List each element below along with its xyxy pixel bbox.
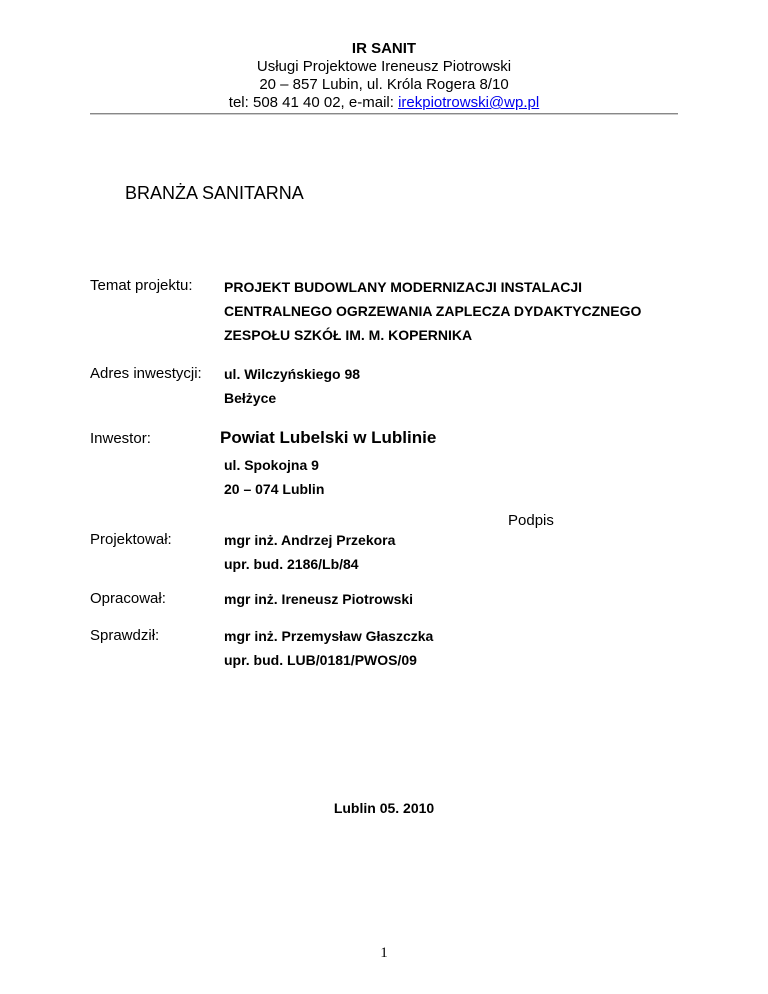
designed-label: Projektował: [90,531,172,548]
branch-title: BRANŻA SANITARNA [125,183,304,203]
investor-label: Inwestor: [90,430,151,447]
project-label: Temat projektu: [90,277,193,294]
investment-street: ul. Wilczyńskiego 98 [224,366,361,382]
investor-city: 20 – 074 Lublin [224,481,325,497]
company-name: IR SANIT [351,40,417,57]
project-line-3: ZESPOŁU SZKÓŁ IM. M. KOPERNIKA [224,327,473,343]
checked-name: mgr inż. Przemysław Głaszczka [224,628,434,644]
document-date: Lublin 05. 2010 [333,800,435,816]
designed-license: upr. bud. 2186/Lb/84 [224,556,359,572]
company-contact [0,94,768,112]
investment-city: Bełżyce [224,390,277,406]
investor-name: Powiat Lubelski w Lublinie [220,428,437,447]
page-number: 1 [380,945,388,961]
checked-label: Sprawdził: [90,627,160,644]
project-line-2: CENTRALNEGO OGRZEWANIA ZAPLECZA DYDAKTYCZNEGO [224,303,642,319]
investor-street: ul. Spokojna 9 [224,457,319,473]
designed-name: mgr inż. Andrzej Przekora [224,532,396,548]
header-divider [90,113,678,115]
contact-phone-text: tel: 508 41 40 02, e-mail: [228,94,399,111]
prepared-label: Opracował: [90,590,166,607]
project-line-1: PROJEKT BUDOWLANY MODERNIZACJI INSTALACJI [224,279,583,295]
prepared-name: mgr inż. Ireneusz Piotrowski [224,591,414,607]
investment-label: Adres inwestycji: [90,365,202,382]
company-address: 20 – 857 Lubin, ul. Króla Rogera 8/10 [259,76,509,93]
email-link[interactable]: irekpiotrowski@wp.pl [398,94,540,111]
checked-license: upr. bud. LUB/0181/PWOS/09 [224,652,417,668]
company-subtitle: Usługi Projektowe Ireneusz Piotrowski [256,58,512,75]
signature-header: Podpis [508,512,554,529]
